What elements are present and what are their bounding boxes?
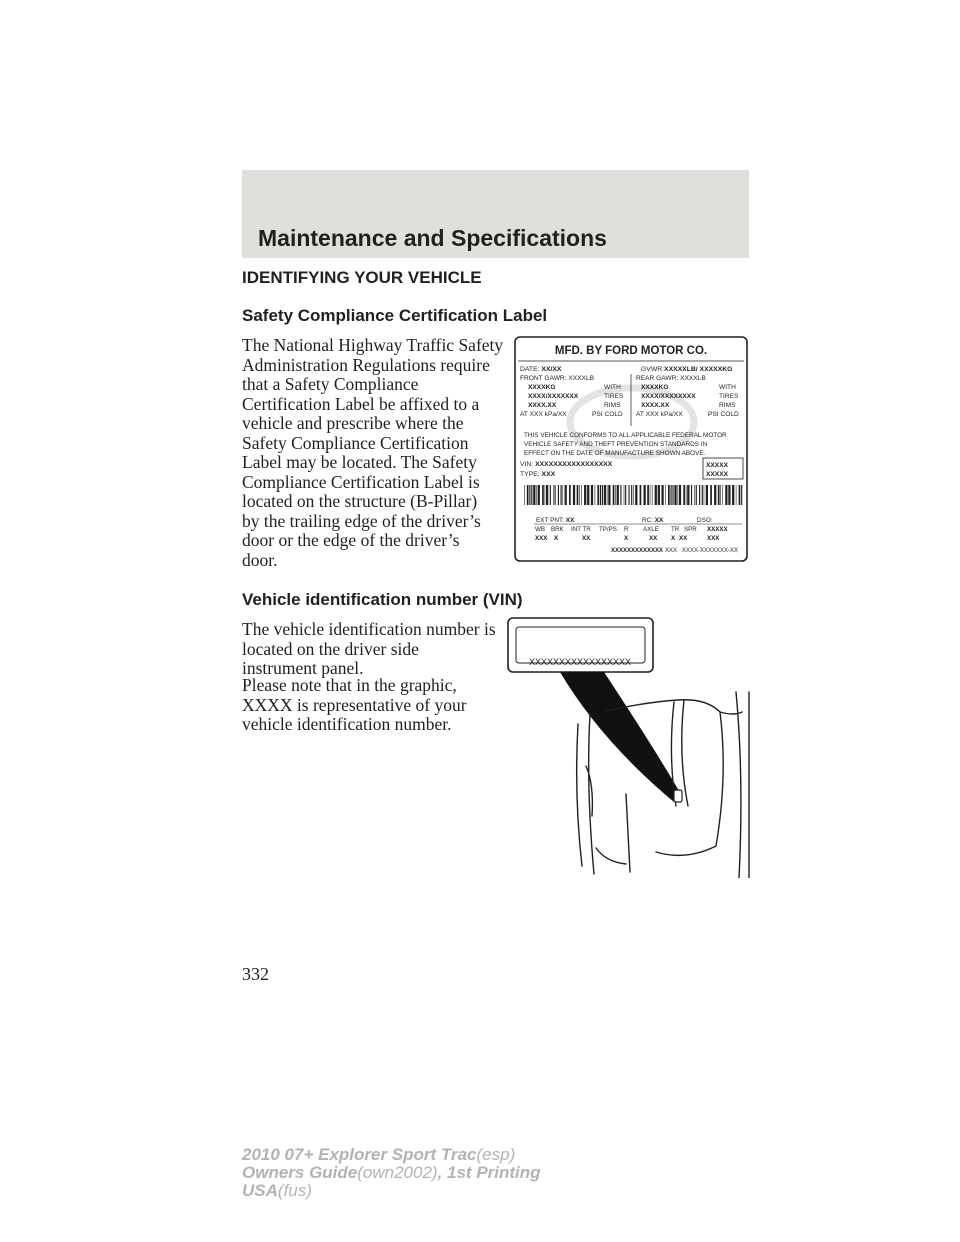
barcode-bar xyxy=(569,485,571,505)
safety-line: that a Safety Compliance xyxy=(242,374,419,394)
code-wb: WB xyxy=(535,526,545,533)
gvwr-label: GVWR: xyxy=(641,366,665,373)
vin-label: VIN: xyxy=(520,461,534,468)
barcode-bar xyxy=(542,485,544,505)
code-r: R xyxy=(624,526,629,533)
barcode-bar xyxy=(677,485,678,505)
safety-line: Administration Regulations require xyxy=(242,354,490,375)
page-header-title: Maintenance and Specifications xyxy=(258,225,607,251)
serial-right: XXXX-XXXXXXX-XX xyxy=(682,548,739,554)
vin-subtitle: Vehicle identification number (VIN) xyxy=(242,590,523,609)
footer-model-code: (esp) xyxy=(476,1145,516,1164)
conform-line-2: VEHICLE SAFETY AND THEFT PREVENTION STANDARDS IN xyxy=(524,441,708,448)
front-rims: XXXX.XX xyxy=(528,402,557,409)
rear-rims-label: RIMS xyxy=(719,402,736,409)
rear-with: WITH xyxy=(719,384,736,391)
safety-line: by the trailing edge of the driver’s xyxy=(242,510,481,531)
front-tires: XXXX/XXXXXXX xyxy=(528,393,579,400)
vin2-line: Please note that in the graphic, xyxy=(242,675,457,695)
value-tr-2: XX xyxy=(679,535,688,542)
barcode-bar xyxy=(538,485,540,505)
barcode-bar xyxy=(553,485,554,505)
barcode-bar xyxy=(720,485,721,505)
barcode-bar xyxy=(604,485,606,505)
code-extra: XXXXX xyxy=(707,526,728,533)
barcode-bar xyxy=(577,485,579,505)
svg-text:DATE: XX/XX xyxy=(520,366,562,373)
barcode-bar xyxy=(736,485,737,505)
footer-region: USA xyxy=(242,1181,278,1200)
callout-leader-icon xyxy=(560,672,682,802)
barcode-bar xyxy=(595,485,596,505)
barcode-bar xyxy=(672,485,673,505)
front-rims-label: RIMS xyxy=(604,402,621,409)
barcode-bar xyxy=(536,485,537,505)
barcode-bar xyxy=(650,485,651,505)
conform-line-1: THIS VEHICLE CONFORMS TO ALL APPLICABLE FEDERAL MOTOR xyxy=(524,432,727,439)
date-label: DATE: xyxy=(520,366,540,373)
front-tires-label: TIRES xyxy=(604,393,624,400)
safety-line: Certification Label be affixed to a xyxy=(242,393,480,414)
value-tr: X xyxy=(671,535,676,542)
svg-text:GVWR:XXXXXLB/ XXXXXKG xyxy=(641,366,732,373)
barcode-bar xyxy=(739,485,741,505)
front-kg: XXXXKG xyxy=(528,384,556,391)
vin2-line: XXXX is representative of your xyxy=(242,694,467,715)
serial-number: XXXXXXXXXXXXX xyxy=(611,548,664,554)
vin-value: XXXXXXXXXXXXXXXXX xyxy=(535,461,613,468)
barcode-bar xyxy=(607,485,608,505)
barcode-bar xyxy=(696,485,697,505)
rear-tires: XXXX/XXXXXXXX xyxy=(641,393,696,400)
date-value: XX/XX xyxy=(541,366,562,373)
barcode-bar xyxy=(652,485,653,505)
barcode-bar xyxy=(635,485,637,505)
front-with: WITH xyxy=(604,384,621,391)
barcode-bar xyxy=(581,485,582,505)
front-pressure: AT XXX kPa/XX xyxy=(520,411,567,418)
barcode-bar xyxy=(706,485,708,505)
barcode-bar xyxy=(665,485,666,505)
barcode-bar xyxy=(725,485,727,505)
code-brk: BRK xyxy=(551,526,564,533)
barcode-bar xyxy=(617,485,619,505)
barcode-bar xyxy=(573,485,575,505)
barcode-bar xyxy=(741,485,742,505)
barcode-bar xyxy=(597,485,599,505)
barcode-bar xyxy=(527,485,529,505)
barcode-bar xyxy=(529,485,530,505)
page-number: 332 xyxy=(242,964,269,984)
barcode-bar xyxy=(550,485,551,505)
safety-line: door. xyxy=(242,549,278,570)
barcode-bar xyxy=(562,485,563,505)
barcode-bar xyxy=(674,485,676,505)
barcode-bar xyxy=(608,485,610,505)
safety-line: located on the structure (B-Pillar) xyxy=(242,491,478,511)
barcode-bar xyxy=(584,485,586,505)
barcode-bar xyxy=(633,485,634,505)
rear-pressure: AT XXX kPa/XX xyxy=(636,411,683,418)
safety-line: Safety Compliance Certification xyxy=(242,432,469,453)
barcode-bar xyxy=(533,485,535,505)
svg-text:VIN: XXXXXXXXXXXXXXXXX xyxy=(520,461,613,468)
barcode-bar xyxy=(625,485,626,505)
vin-location-figure xyxy=(506,616,754,878)
rc-value: XX xyxy=(654,517,664,524)
barcode-bar xyxy=(615,485,616,505)
conform-line-3: EFFECT ON THE DATE OF MANUFACTURE SHOWN ABOVE. xyxy=(524,450,706,457)
vin-paragraph-2 xyxy=(242,676,467,735)
barcode-bar xyxy=(694,485,695,505)
rc-label: RC: xyxy=(642,517,654,524)
vin2-line: vehicle identification number. xyxy=(242,714,452,734)
rear-psi-cold: PSI COLD xyxy=(708,411,739,418)
vin1-line: instrument panel. xyxy=(242,658,364,678)
barcode-bar xyxy=(640,485,642,505)
barcode-bar xyxy=(555,485,556,505)
vin-plate-text: XXXXXXXXXXXXXXXXX xyxy=(528,657,632,667)
ext-pnt-label: EXT PNT: xyxy=(536,517,564,524)
front-psi-cold: PSI COLD xyxy=(592,411,623,418)
barcode-bar xyxy=(687,485,689,505)
footer-region-code: (fus) xyxy=(277,1181,312,1200)
code-spr: SPR xyxy=(684,526,697,533)
barcode-bar xyxy=(624,485,625,505)
barcode-bar xyxy=(591,485,593,505)
value-r: X xyxy=(624,535,629,542)
value-axle: XX xyxy=(649,535,658,542)
ext-pnt-value: XX xyxy=(565,517,575,524)
barcode-bar xyxy=(558,485,559,505)
safety-line: vehicle and prescribe where the xyxy=(242,413,464,433)
value-brk: X xyxy=(554,535,559,542)
vin1-line: located on the driver side xyxy=(242,638,419,659)
barcode-bar xyxy=(658,485,660,505)
barcode-bar xyxy=(718,485,720,505)
vin-plate-location-icon xyxy=(674,790,682,802)
barcode-bar xyxy=(732,485,734,505)
type-value: XXX xyxy=(541,471,556,478)
rear-tires-label: TIRES xyxy=(719,393,739,400)
barcode-bar xyxy=(722,485,723,505)
safety-line: Compliance Certification Label is xyxy=(242,471,480,492)
vin-paragraph-1 xyxy=(242,620,496,679)
safety-line: The National Highway Traffic Safety xyxy=(242,335,504,355)
barcode-bar xyxy=(702,485,703,505)
barcode-bar xyxy=(647,485,649,505)
certification-label-figure xyxy=(514,336,748,562)
front-gawr: FRONT GAWR: XXXXLB xyxy=(520,375,595,382)
barcode-bar xyxy=(524,485,525,505)
footer-guide-code: (own2002) xyxy=(357,1163,438,1182)
barcode-bar xyxy=(561,485,562,505)
dso-label: DSO: xyxy=(697,517,713,524)
serial-mid: XXX xyxy=(665,548,678,554)
code-tp-ps: TP/PS xyxy=(599,526,617,533)
barcode-bar xyxy=(620,485,621,505)
svg-text:EXT PNT: XX xyxy=(536,517,575,524)
barcode-bar xyxy=(655,485,657,505)
safety-paragraph xyxy=(242,336,503,570)
barcode-bar xyxy=(679,485,681,505)
barcode-bar xyxy=(644,485,646,505)
barcode-bar xyxy=(704,485,705,505)
barcode-bar xyxy=(691,485,692,505)
code-axle: AXLE xyxy=(643,526,659,533)
type-label: TYPE: xyxy=(520,471,540,478)
barcode-bar xyxy=(565,485,567,505)
barcode-bar xyxy=(671,485,672,505)
barcode-bar xyxy=(710,485,712,505)
box-bottom-value: XXXXX xyxy=(706,471,728,478)
rear-rims: XXXX.XX xyxy=(641,402,670,409)
label-title: MFD. BY FORD MOTOR CO. xyxy=(554,345,708,357)
barcode-bar xyxy=(628,485,629,505)
barcode-bar xyxy=(600,485,601,505)
barcode-bar xyxy=(579,485,580,505)
value-wb: XXX xyxy=(535,535,548,542)
safety-line: Label may be located. The Safety xyxy=(242,452,477,472)
svg-text:TYPE: XXX xyxy=(520,471,556,478)
code-tr: TR xyxy=(671,526,680,533)
safety-label-subtitle: Safety Compliance Certification Label xyxy=(242,306,548,325)
barcode-bar xyxy=(531,485,532,505)
footer-printing: , 1st Printing xyxy=(437,1163,541,1182)
barcode-bar xyxy=(631,485,632,505)
svg-text:RC: XX xyxy=(642,517,664,524)
value-spr: XXX xyxy=(707,535,720,542)
code-int-tr: INT TR xyxy=(571,526,591,533)
barcode-bar xyxy=(587,485,589,505)
barcode-bar xyxy=(668,485,670,505)
box-top-value: XXXXX xyxy=(706,462,728,469)
barcode-bar xyxy=(683,485,685,505)
barcode-bar xyxy=(714,485,716,505)
section-title: IDENTIFYING YOUR VEHICLE xyxy=(242,268,482,287)
footer-guide: Owners Guide xyxy=(242,1163,358,1182)
barcode-bar xyxy=(602,485,603,505)
barcode-bar xyxy=(699,485,700,505)
barcode-bar xyxy=(728,485,730,505)
rear-gawr: REAR GAWR: XXXXLB xyxy=(636,375,706,382)
barcode-bar xyxy=(545,485,546,505)
vin1-line: The vehicle identification number is xyxy=(242,619,496,639)
gvwr-value: XXXXXLB/ XXXXXKG xyxy=(664,366,733,373)
value-int-tr: XX xyxy=(582,535,591,542)
rear-kg: XXXXKG xyxy=(641,384,669,391)
barcode-bar xyxy=(613,485,615,505)
header-band xyxy=(242,170,749,258)
barcode-bar xyxy=(661,485,663,505)
footer-model: 2010 07+ Explorer Sport Trac xyxy=(242,1145,477,1164)
safety-line: door or the edge of the driver’s xyxy=(242,530,460,550)
footer xyxy=(242,1146,541,1200)
barcode-bar xyxy=(546,485,548,505)
barcode-bar xyxy=(686,485,687,505)
